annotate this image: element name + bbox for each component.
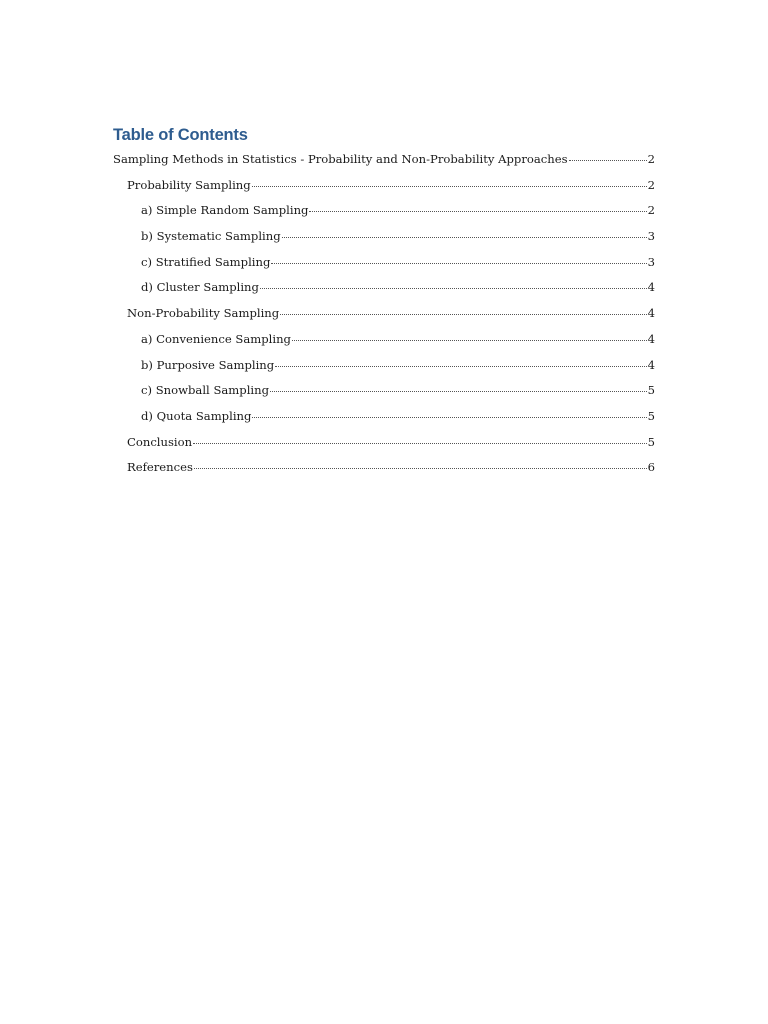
toc-page-number: 2 (647, 203, 655, 218)
toc-page-number: 5 (647, 434, 655, 449)
toc-entry-cluster-sampling[interactable] (113, 277, 655, 303)
toc-entry-references[interactable] (113, 457, 655, 483)
toc-entry-text: Sampling Methods in Statistics - Probability and Non-Probability Approaches (113, 152, 568, 166)
toc-entry-text: b) Systematic Sampling (141, 229, 281, 244)
toc-title: Table of Contents (113, 126, 248, 144)
toc-page-number: 4 (647, 280, 655, 295)
toc-dot-leader (309, 211, 646, 212)
toc-entry-convenience-sampling[interactable] (113, 329, 655, 355)
toc-dot-leader (252, 186, 647, 187)
toc-entry-text: d) Cluster Sampling (141, 280, 259, 295)
toc-dot-leader (569, 160, 647, 161)
toc-dot-leader (193, 443, 647, 444)
toc-dot-leader (280, 314, 646, 315)
toc-entry-text: Non-Probability Sampling (127, 306, 280, 321)
toc-page-number: 4 (647, 306, 655, 321)
toc-dot-leader (292, 340, 647, 341)
toc-entry-purposive-sampling[interactable] (113, 355, 655, 381)
toc-entry-sampling-methods[interactable] (113, 149, 655, 175)
toc-entry-text: a) Convenience Sampling (141, 331, 291, 346)
toc-entry-text: a) Simple Random Sampling (141, 203, 309, 218)
toc-entry-simple-random-sampling[interactable] (113, 200, 655, 226)
toc-page-number: 2 (647, 177, 655, 192)
toc-entry-text: Conclusion (127, 434, 193, 449)
toc-entry-text: d) Quota Sampling (141, 408, 252, 423)
toc-list (113, 149, 655, 483)
toc-entry-non-probability-sampling[interactable] (113, 303, 655, 329)
table-of-contents (113, 124, 655, 483)
toc-entry-text: c) Stratified Sampling (141, 254, 271, 269)
toc-page-number: 6 (647, 460, 655, 475)
toc-page-number: 3 (647, 254, 655, 269)
toc-entry-probability-sampling[interactable] (113, 175, 655, 201)
toc-dot-leader (270, 391, 647, 392)
toc-entry-text: b) Purposive Sampling (141, 357, 275, 372)
toc-page-number: 5 (647, 383, 655, 398)
toc-entry-text: References (127, 460, 193, 475)
toc-dot-leader (282, 237, 647, 238)
toc-entry-text: c) Snowball Sampling (141, 383, 270, 398)
toc-page-number: 2 (647, 152, 655, 166)
toc-entry-quota-sampling[interactable] (113, 406, 655, 432)
toc-dot-leader (275, 366, 646, 367)
toc-page-number: 3 (647, 229, 655, 244)
toc-entry-conclusion[interactable] (113, 432, 655, 458)
toc-dot-leader (260, 288, 647, 289)
toc-page-number: 4 (647, 331, 655, 346)
toc-entry-stratified-sampling[interactable] (113, 252, 655, 278)
toc-page-number: 4 (647, 357, 655, 372)
toc-dot-leader (271, 263, 646, 264)
toc-entry-snowball-sampling[interactable] (113, 380, 655, 406)
toc-entry-text: Probability Sampling (127, 177, 251, 192)
toc-page-number: 5 (647, 408, 655, 423)
toc-entry-systematic-sampling[interactable] (113, 226, 655, 252)
toc-dot-leader (194, 468, 647, 469)
toc-dot-leader (252, 417, 646, 418)
